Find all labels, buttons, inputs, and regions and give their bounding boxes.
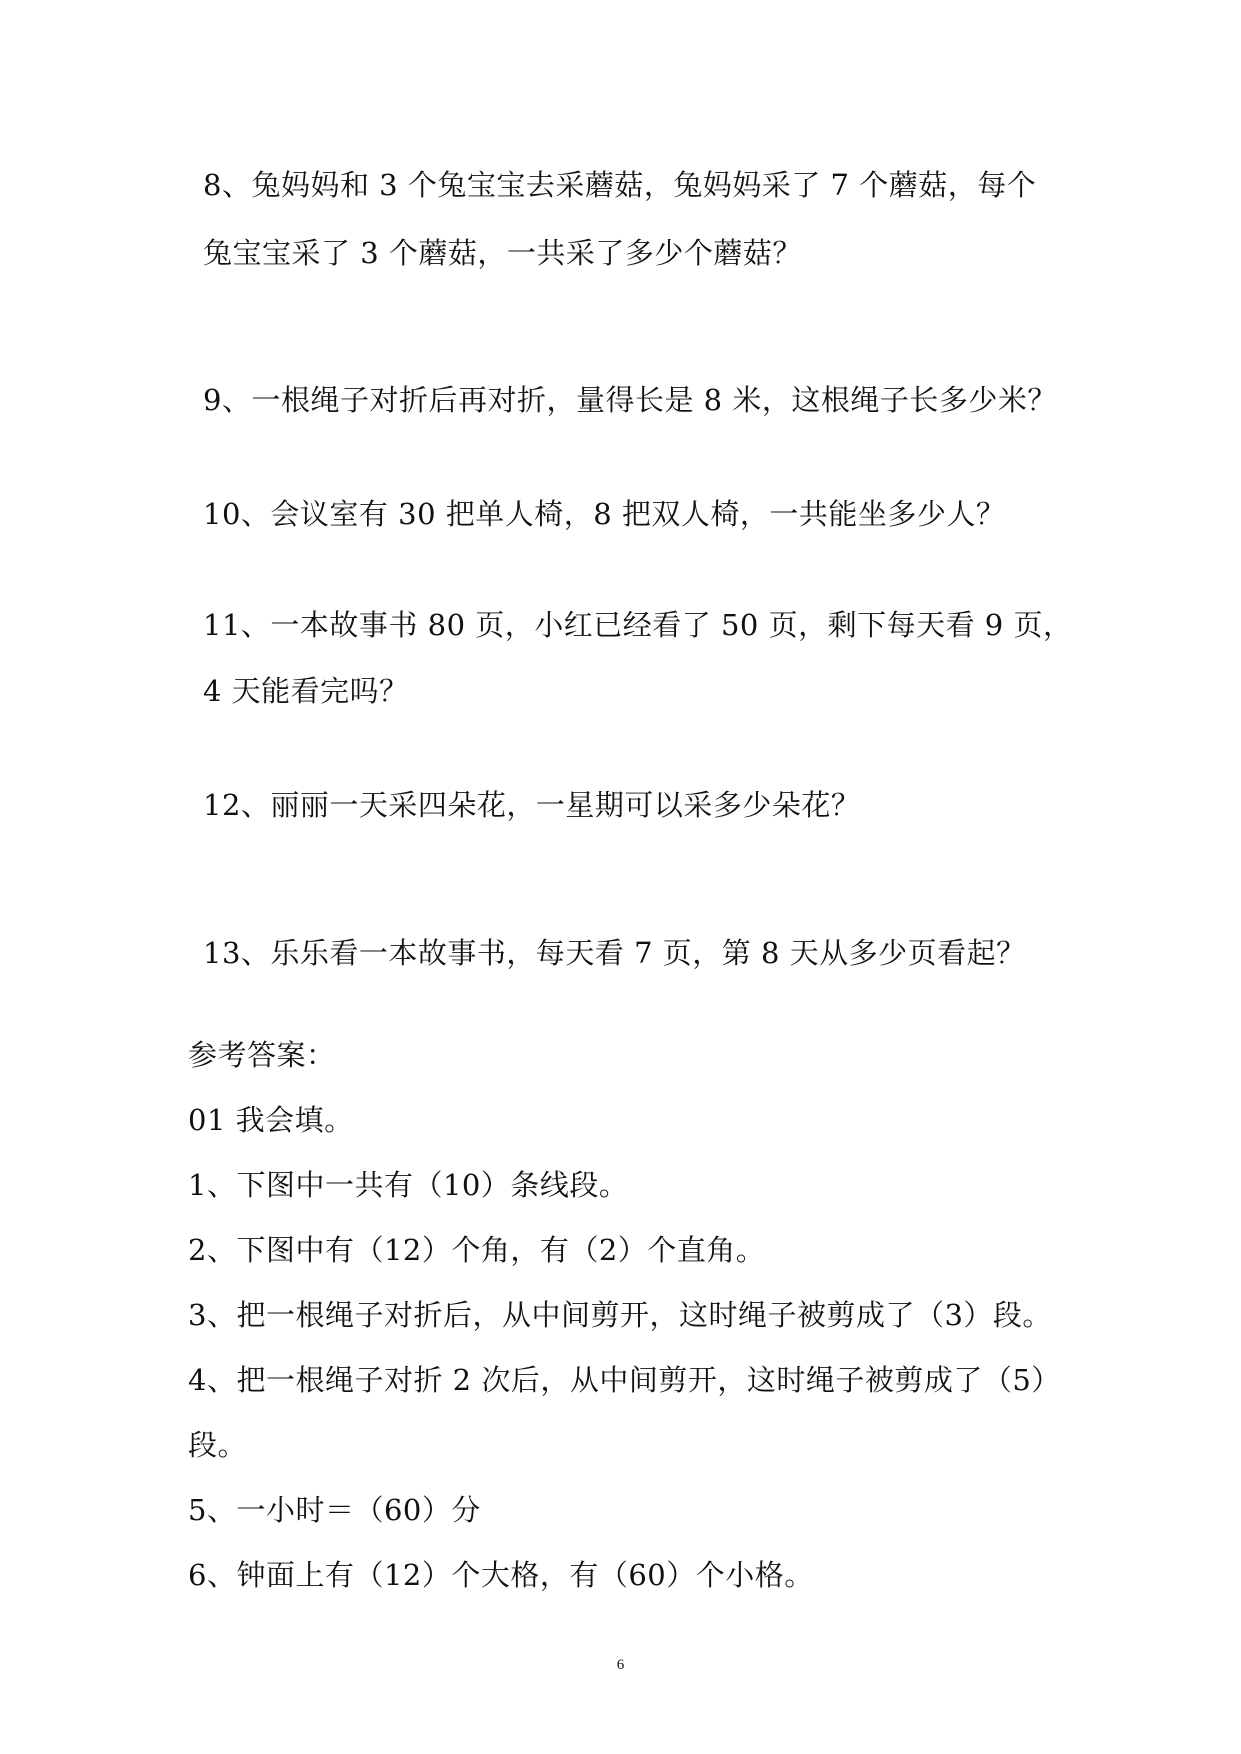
question-8-line-2: 兔宝宝采了 3 个蘑菇，一共采了多少个蘑菇？	[203, 236, 802, 270]
answer-6: 6、钟面上有（12）个大格，有（60）个小格。	[188, 1558, 814, 1592]
question-11-line-1: 11、一本故事书 80 页，小红已经看了 50 页，剩下每天看 9 页，	[203, 608, 1073, 642]
answer-1: 1、下图中一共有（10）条线段。	[188, 1168, 629, 1202]
question-11-line-2: 4 天能看完吗？	[203, 674, 409, 708]
answers-section-title: 01 我会填。	[188, 1103, 354, 1137]
answers-heading: 参考答案：	[188, 1038, 336, 1072]
answer-4-line-2: 段。	[188, 1428, 248, 1462]
answer-3: 3、把一根绳子对折后，从中间剪开，这时绳子被剪成了（3）段。	[188, 1298, 1052, 1332]
question-8-line-1: 8、兔妈妈和 3 个兔宝宝去采蘑菇，兔妈妈采了 7 个蘑菇，每个	[203, 168, 1037, 202]
page-number: 6	[616, 1657, 625, 1673]
answer-2: 2、下图中有（12）个角，有（2）个直角。	[188, 1233, 766, 1267]
answer-4-line-1: 4、把一根绳子对折 2 次后，从中间剪开，这时绳子被剪成了（5）	[188, 1363, 1061, 1397]
answer-5: 5、一小时＝（60）分	[188, 1493, 481, 1527]
question-9: 9、一根绳子对折后再对折，量得长是 8 米，这根绳子长多少米？	[203, 383, 1057, 417]
question-10: 10、会议室有 30 把单人椅，8 把双人椅，一共能坐多少人？	[203, 497, 1006, 531]
question-12: 12、丽丽一天采四朵花，一星期可以采多少朵花？	[203, 788, 861, 822]
question-13: 13、乐乐看一本故事书，每天看 7 页，第 8 天从多少页看起？	[203, 936, 1026, 970]
